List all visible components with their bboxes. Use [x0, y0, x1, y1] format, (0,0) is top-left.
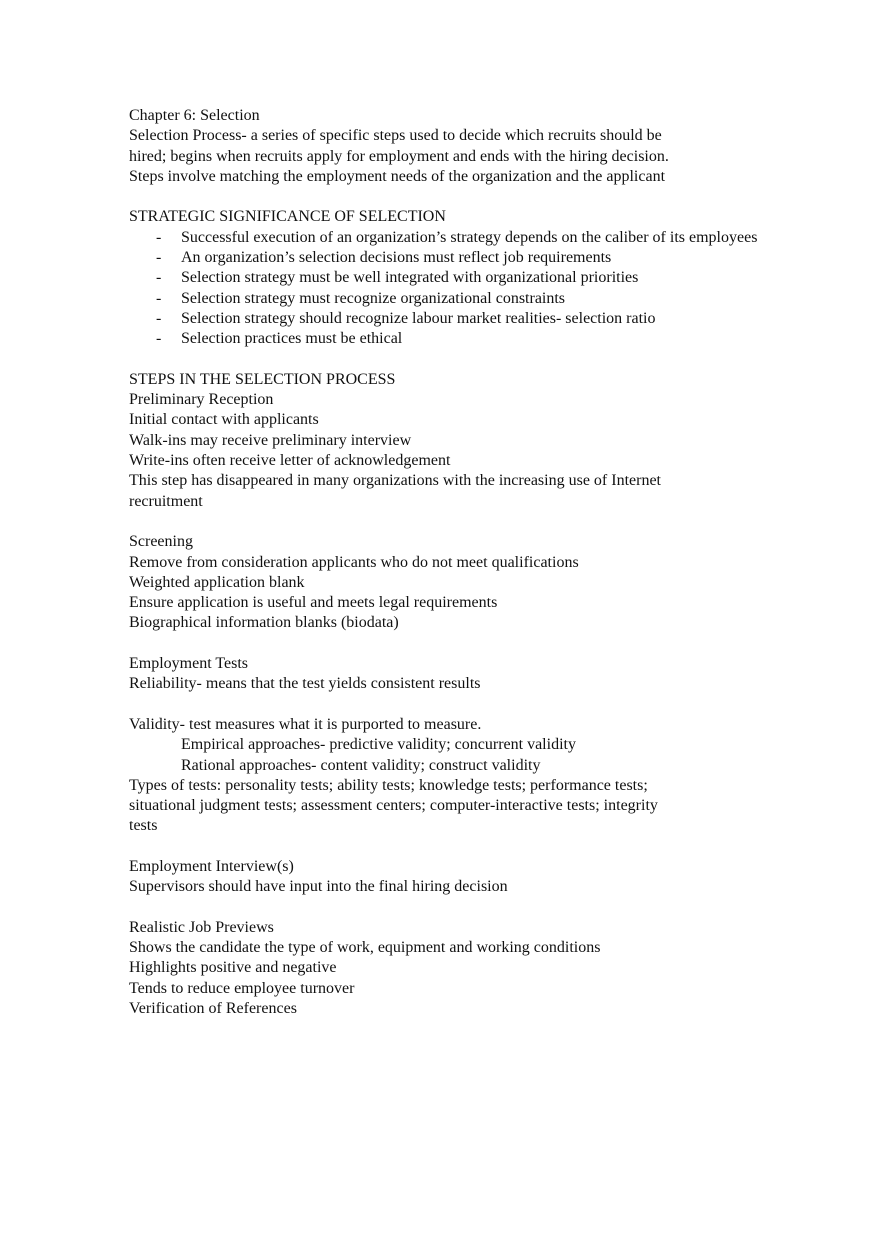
preliminary-title: Preliminary Reception: [129, 391, 274, 409]
previews-title: Realistic Job Previews: [129, 918, 274, 936]
text-line: Ensure application is useful and meets legal requirements: [129, 594, 498, 612]
text-line: Reliability- means that the test yields consistent results: [129, 675, 481, 693]
text-line: Weighted application blank: [129, 573, 305, 591]
tests-title: Employment Tests: [129, 655, 249, 673]
text-line: Validity- test measures what it is purported to measure.: [129, 715, 482, 733]
text-line: Highlights positive and negative: [129, 959, 337, 977]
text-line: Initial contact with applicants: [129, 411, 319, 429]
text-line: Tends to reduce employee turnover: [129, 979, 355, 997]
intro-line: Steps involve matching the employment needs of the organization and the applicant: [129, 167, 666, 185]
list-item: - Selection practices must be ethical: [129, 329, 769, 349]
interview-title: Employment Interview(s): [129, 857, 294, 875]
text-line: Supervisors should have input into the final hiring decision: [129, 878, 508, 896]
text-line: Types of tests: personality tests; ability tests; knowledge tests; performance tests;: [129, 776, 648, 794]
text-line: This step has disappeared in many organizations with the increasing use of Internet: [129, 472, 661, 490]
chapter-title: Chapter 6: Selection: [129, 107, 260, 124]
intro-line: hired; begins when recruits apply for employment and ends with the hiring decision.: [129, 147, 669, 165]
list-item: - Successful execution of an organization’s strategy depends on the caliber of its employees: [129, 228, 769, 248]
text-line: Rational approaches- content validity; construct validity: [181, 756, 541, 774]
bullet-dash: -: [156, 330, 162, 348]
text-line: recruitment: [129, 492, 203, 510]
list-item: - Selection strategy must be well integrated with organizational priorities: [129, 268, 769, 288]
text-line: Walk-ins may receive preliminary interview: [129, 431, 412, 449]
list-item: - An organization’s selection decisions must reflect job requirements: [129, 248, 769, 268]
bullet-dash: -: [156, 228, 162, 246]
bullet-dash: -: [156, 249, 162, 267]
bullet-dash: -: [156, 269, 162, 287]
steps-heading: STEPS IN THE SELECTION PROCESS: [129, 370, 396, 388]
document-body: [129, 106, 769, 1019]
text-line: Shows the candidate the type of work, equipment and working conditions: [129, 939, 601, 957]
intro-line: Selection Process- a series of specific steps used to decide which recruits should be: [129, 127, 662, 145]
text-line: tests: [129, 817, 158, 835]
text-line: Verification of References: [129, 1000, 297, 1018]
bullet-dash: -: [156, 309, 162, 327]
text-line: Write-ins often receive letter of acknowledgement: [129, 452, 451, 470]
text-line: Empirical approaches- predictive validity; concurrent validity: [181, 736, 576, 754]
strategic-list: [129, 228, 769, 350]
list-item: - Selection strategy should recognize labour market realities- selection ratio: [129, 309, 769, 329]
strategic-heading: STRATEGIC SIGNIFICANCE OF SELECTION: [129, 208, 446, 226]
text-line: Biographical information blanks (biodata): [129, 614, 399, 632]
text-line: Remove from consideration applicants who do not meet qualifications: [129, 553, 579, 571]
bullet-dash: -: [156, 289, 162, 307]
list-item: - Selection strategy must recognize organizational constraints: [129, 289, 769, 309]
screening-title: Screening: [129, 533, 193, 551]
text-line: situational judgment tests; assessment centers; computer-interactive tests; integrity: [129, 797, 658, 815]
